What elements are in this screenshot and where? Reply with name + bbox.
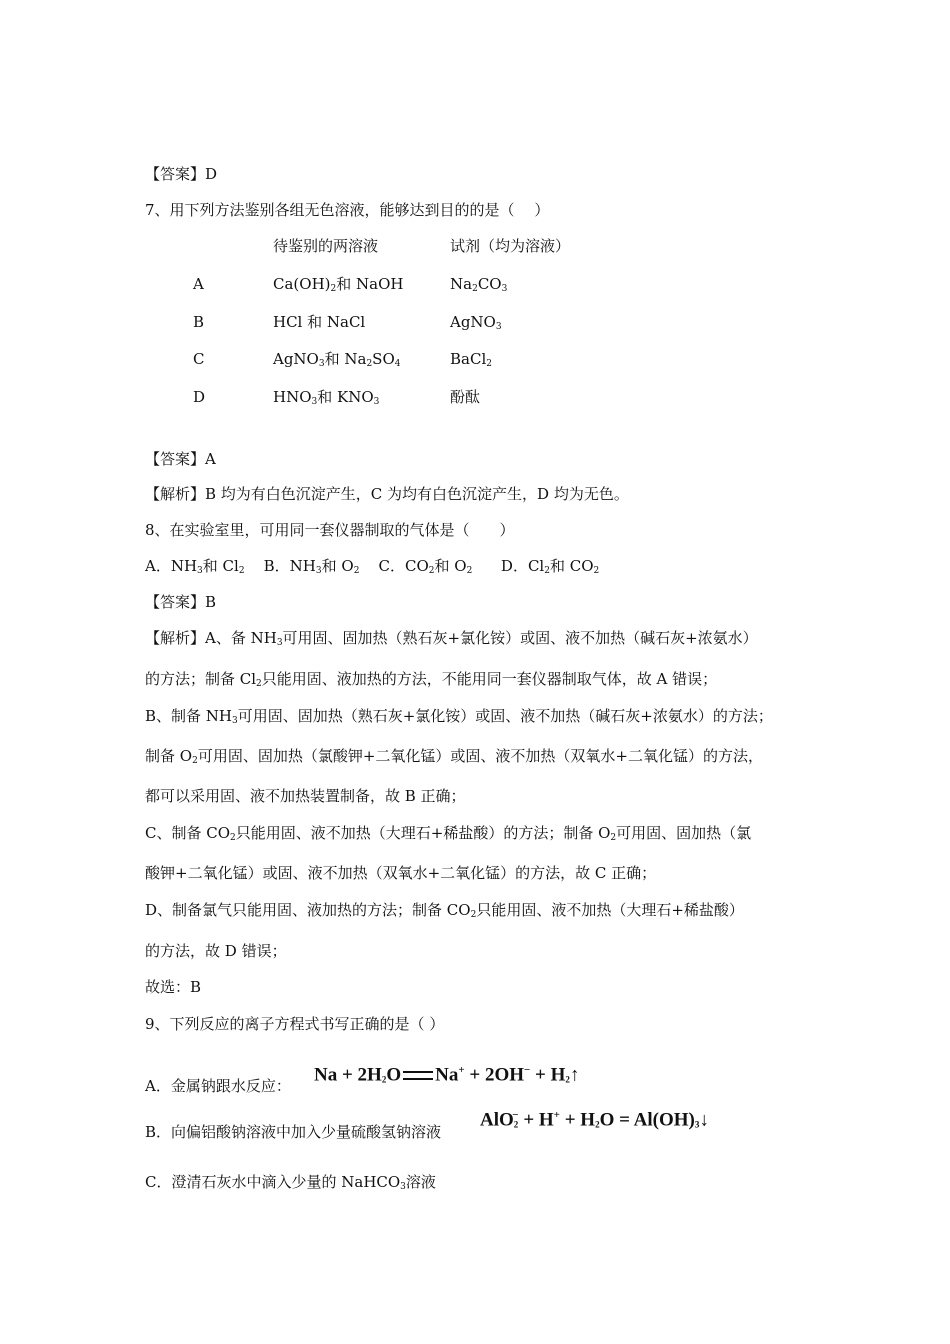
question-7-stem: 7、用下列方法鉴别各组无色溶液，能够达到目的的是（ ）	[145, 201, 550, 219]
question-9-option-a: A．金属钠跟水反应：	[145, 1077, 291, 1095]
row-d-letter: D	[193, 388, 206, 406]
option-b: B．$NH_3$和 $O_2$	[263, 557, 360, 576]
row-a-pair: $Ca(OH)_2$和 NaOH	[273, 275, 404, 294]
analysis-8-line-1: 【解析】A、备 $NH_3$可用固、固加热（熟石灰+氯化铵）或固、液不加热（碱石灰+浓氨水）	[145, 629, 758, 648]
analysis-8-line-6: C、制备 $CO_2$只能用固、液不加热（大理石+稀盐酸）的方法；制备 $O_2$可用固、固加热（氯	[145, 824, 752, 843]
analysis-8-line-5: 都可以采用固、液不加热装置制备，故 B 正确；	[145, 787, 466, 805]
row-c-letter: C	[193, 350, 205, 368]
question-9-option-c: C．澄清石灰水中滴入少量的 NaHCO$_3$溶液	[145, 1173, 436, 1192]
precipitate-down-arrow-icon: ↓	[699, 1109, 709, 1131]
option-c: C．$CO_2$和 $O_2$	[378, 557, 473, 576]
row-d-pair: $HNO_3$和 $KNO_3$	[273, 388, 380, 407]
analysis-8-line-8: D、制备氯气只能用固、液加热的方法；制备 $CO_2$只能用固、液不加热（大理石+稀盐酸）	[145, 901, 744, 920]
equation-b: $AlO_2^- + H^+ + H_2O$ = $Al(OH)_3↓$	[480, 1109, 709, 1131]
answer-8: 【答案】B	[145, 593, 217, 611]
analysis-8-line-7: 酸钾+二氧化锰）或固、液不加热（双氧水+二氧化锰）的方法，故 C 正确；	[145, 864, 657, 882]
double-equals-sign	[403, 1071, 433, 1080]
row-b-letter: B	[193, 313, 205, 331]
analysis-8-line-9: 的方法，故 D 错误；	[145, 942, 287, 960]
row-a-reagent: $Na_2CO_3$	[450, 275, 508, 294]
question-8-stem: 8、在实验室里，可用同一套仪器制取的气体是（ ）	[145, 521, 515, 539]
gas-up-arrow-icon: ↑	[569, 1064, 580, 1086]
row-b-pair: HCl 和 NaCl	[273, 313, 366, 331]
table-header-pair: 待鉴别的两溶液	[273, 237, 379, 255]
final-choice-8: 故选：B	[145, 978, 202, 996]
option-a: A．$NH_3$和 $Cl_2$	[145, 557, 245, 576]
analysis-8-line-4: 制备 $O_2$可用固、固加热（氯酸钾+二氧化锰）或固、液不加热（双氧水+二氧化锰）的方法，	[145, 747, 763, 766]
analysis-8-line-3: B、制备 $NH_3$可用固、固加热（熟石灰+氯化铵）或固、液不加热（碱石灰+浓氨水）的方法；	[145, 707, 773, 726]
row-b-reagent: AgNO$_3$	[450, 313, 502, 332]
row-a-letter: A	[193, 275, 204, 293]
analysis-7: 【解析】B 均为有白色沉淀产生，C 为均有白色沉淀产生，D 均为无色。	[145, 485, 629, 503]
row-c-pair: AgNO$_3$和 $Na_2SO_4$	[273, 350, 401, 369]
analysis-8-line-2: 的方法；制备 $Cl_2$只能用固、液加热的方法，不能用同一套仪器制取气体，故 A 错误；	[145, 670, 718, 689]
question-9-stem: 9、下列反应的离子方程式书写正确的是（ ）	[145, 1015, 445, 1033]
option-d: D．$Cl_2$和 $CO_2$	[500, 557, 600, 576]
question-8-options	[145, 556, 599, 581]
answer-7: 【答案】A	[145, 450, 216, 468]
equation-a: $Na + 2H_2O$ $Na^+ + 2OH^- + H_2↑$	[314, 1064, 580, 1086]
question-9-option-b: B．向偏铝酸钠溶液中加入少量硫酸氢钠溶液	[145, 1123, 442, 1141]
row-d-reagent: 酚酞	[450, 388, 481, 406]
answer-6: 【答案】D	[145, 165, 218, 183]
row-c-reagent: BaCl$_2$	[450, 350, 492, 369]
table-header-reagent: 试剂（均为溶液）	[450, 237, 571, 255]
